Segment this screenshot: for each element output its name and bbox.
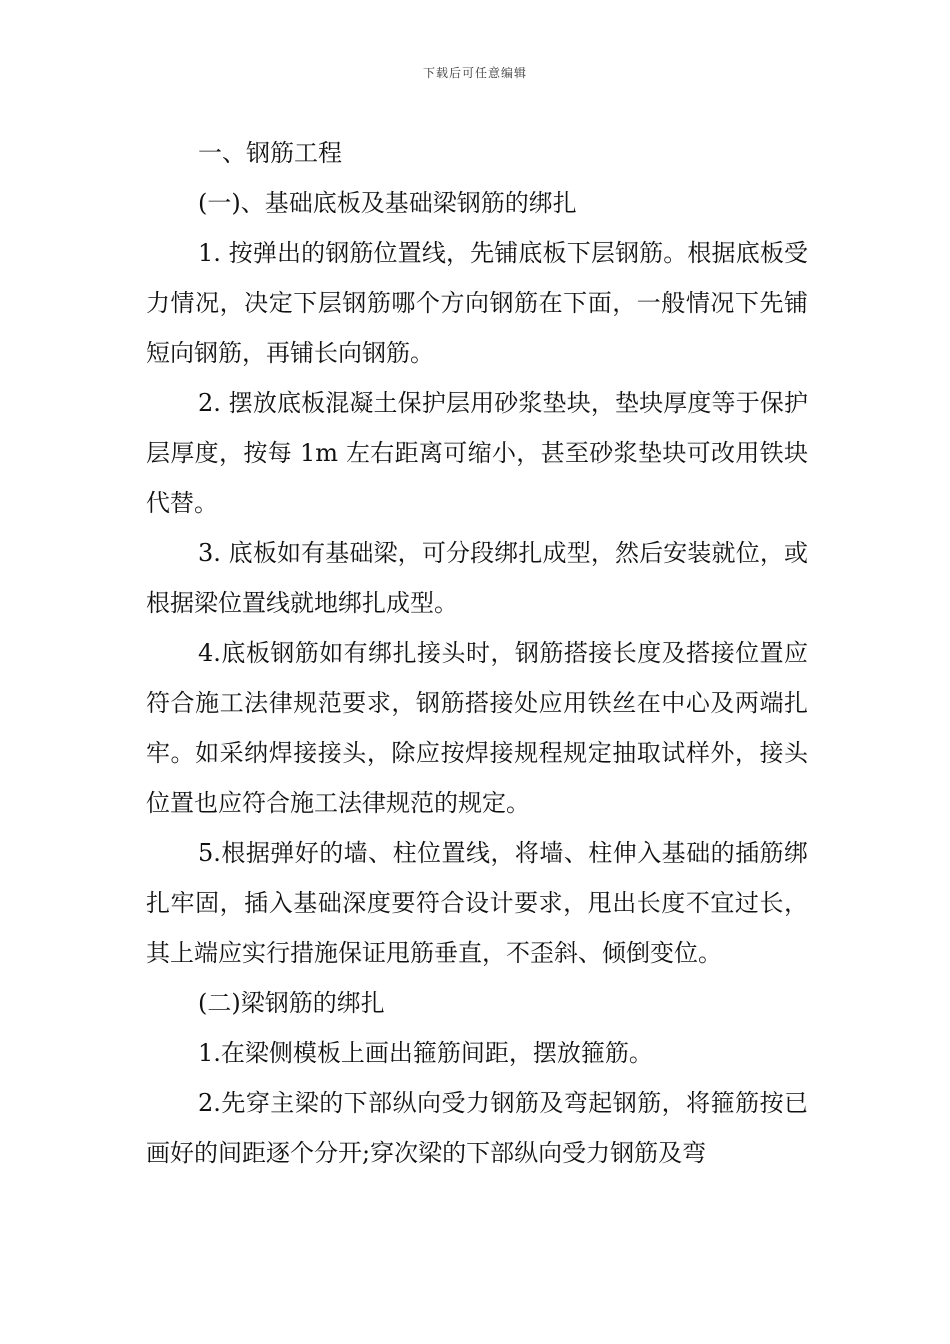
section-heading: 一、钢筋工程 (198, 139, 342, 167)
subsection-heading: (二)梁钢筋的绑扎 (198, 989, 385, 1017)
document-body (146, 128, 808, 1178)
paragraph: 2.先穿主梁的下部纵向受力钢筋及弯起钢筋，将箍筋按已画好的间距逐个分开;穿次梁的下部纵向受力钢筋及弯 (146, 1089, 808, 1167)
paragraph: 1. 按弹出的钢筋位置线，先铺底板下层钢筋。根据底板受力情况，决定下层钢筋哪个方向钢筋在下面，一般情况下先铺短向钢筋，再铺长向钢筋。 (146, 239, 808, 367)
paragraph: 4.底板钢筋如有绑扎接头时，钢筋搭接长度及搭接位置应符合施工法律规范要求，钢筋搭接处应用铁丝在中心及两端扎牢。如采纳焊接接头，除应按焊接规程规定抽取试样外，接头位置也应符合施工法律规范的规定。 (146, 639, 808, 817)
page-header: 下载后可任意编辑 (422, 66, 527, 80)
paragraph: 2. 摆放底板混凝土保护层用砂浆垫块，垫块厚度等于保护层厚度，按每 1m 左右距离可缩小，甚至砂浆垫块可改用铁块代替。 (146, 389, 808, 517)
paragraph: 5.根据弹好的墙、柱位置线，将墙、柱伸入基础的插筋绑扎牢固，插入基础深度要符合设计要求，甩出长度不宜过长，其上端应实行措施保证甩筋垂直，不歪斜、倾倒变位。 (146, 839, 808, 967)
paragraph: 3. 底板如有基础梁，可分段绑扎成型，然后安装就位，或根据梁位置线就地绑扎成型。 (146, 539, 808, 617)
paragraph: 1.在梁侧模板上画出箍筋间距，摆放箍筋。 (198, 1039, 653, 1067)
subsection-heading: (一)、基础底板及基础梁钢筋的绑扎 (198, 189, 577, 217)
